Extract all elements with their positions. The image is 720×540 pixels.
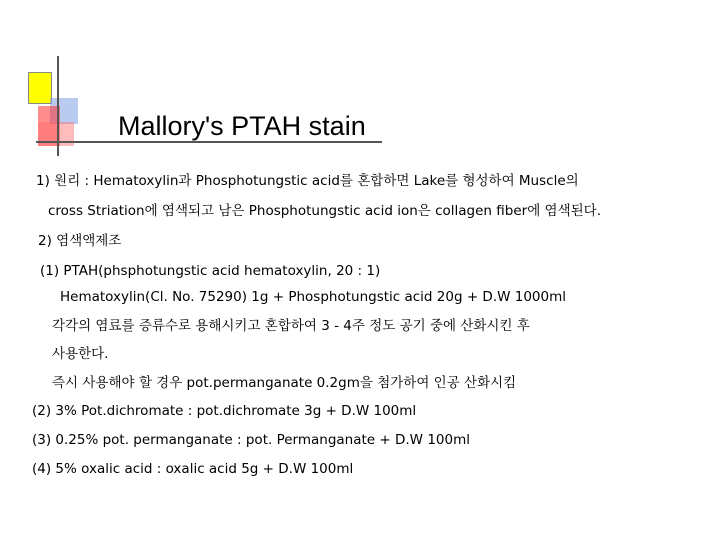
text-line-item-1: (1) PTAH(phsphotungstic acid hematoxylin, 20 : 1) (40, 263, 381, 279)
text-line-section-2: 2) 염색액제조 (38, 233, 122, 249)
slide-title: Mallory's PTAH stain (118, 111, 366, 141)
text-line-principle-1: 1) 원리 : Hematoxylin과 Phosphotungstic acid를 혼합하면 Lake를 형성하여 Muscle의 (36, 173, 579, 189)
text-line-item-1-note-1: 각각의 염료를 증류수로 용해시키고 혼합하여 3 - 4주 정도 공기 중에 산화시킨 후 (52, 318, 530, 334)
text-line-item-4: (4) 5% oxalic acid : oxalic acid 5g + D.W 100ml (32, 461, 354, 477)
text-line-principle-2: cross Striation에 염색되고 남은 Phosphotungstic acid ion은 collagen fiber에 염색된다. (48, 203, 601, 219)
yellow-square-decoration (28, 72, 52, 104)
text-line-item-3: (3) 0.25% pot. permanganate : pot. Permanganate + D.W 100ml (32, 432, 470, 448)
text-line-item-2: (2) 3% Pot.dichromate : pot.dichromate 3g + D.W 100ml (32, 403, 417, 419)
text-line-item-1-formula: Hematoxylin(Cl. No. 75290) 1g + Phosphotungstic acid 20g + D.W 1000ml (60, 289, 567, 305)
text-line-item-1-note-2: 사용한다. (52, 346, 109, 362)
text-line-item-1-note-3: 즉시 사용해야 할 경우 pot.permanganate 0.2gm을 첨가하여 인공 산화시킴 (52, 375, 517, 391)
